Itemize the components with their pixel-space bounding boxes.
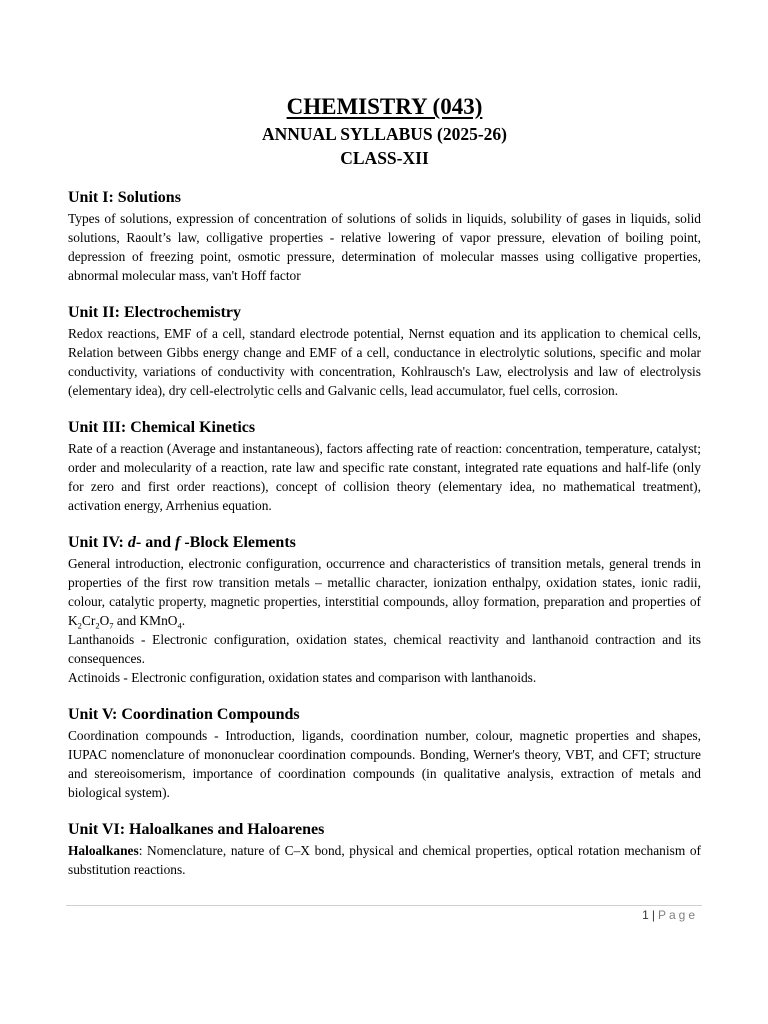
class-label: CLASS-XII (340, 148, 429, 168)
unit-2-title: Unit II: Electrochemistry (68, 304, 241, 321)
unit-2-text: Redox reactions, EMF of a cell, standard electrode potential, Nernst equation and its application to chemical cells, Relation between Gibbs energy change and EMF of a cell, conductance in electrolytic solutions, specific and molar conductivity, variations of conductivity with concentration, Kohlrausch's Law, electrolysis and law of electrolysis (elementary idea), dry cell-electrolytic cells and Galvanic cells, lead accumulator, fuel cells, corrosion. (68, 326, 701, 398)
unit-5-text: Coordination compounds - Introduction, ligands, coordination number, colour, magnetic properties and shapes, IUPAC nomenclature of mononuclear coordination compounds. Bonding, Werner's theory, VBT, and CFT; structure and stereoisomerism, importance of coordination compounds (in qualitative analysis, extraction of metals and biological system). (68, 728, 701, 800)
unit-4-section (68, 532, 701, 687)
unit-6-title: Unit VI: Haloalkanes and Haloarenes (68, 821, 325, 838)
unit-3-title: Unit III: Chemical Kinetics (68, 419, 256, 436)
unit-4-lanthanoids-text: Lanthanoids - Electronic configuration, oxidation states, chemical reactivity and lanthanoid contraction and its consequences. (68, 632, 701, 666)
haloalkanes-label: Haloalkanes (68, 843, 139, 858)
unit-6-section (68, 819, 701, 879)
unit-4-actinoids-text: Actinoids - Electronic configuration, oxidation states and comparison with lanthanoids. (68, 670, 537, 685)
dichromate-formula: $K_2Cr_2O_7$ (68, 613, 114, 631)
unit-4-text-end: . (181, 613, 186, 628)
syllabus-page (68, 92, 701, 896)
unit-4-title-suffix: -Block Elements (180, 534, 296, 551)
unit-3-text: Rate of a reaction (Average and instantaneous), factors affecting rate of reaction: concentration, temperature, catalyst; order and molecularity of a reaction, rate law and specific rate constant, integrated rate equations and half-life (only for zero and first order reactions), concept of collision theory (elementary idea, no mathematical treatment), activation energy, Arrhenius equation. (68, 441, 701, 513)
unit-4-text-main: General introduction, electronic configuration, occurrence and characteristics of transition metals, general trends in properties of the first row transition metals – metallic character, ionization enthalpy, oxidation states, ionic radii, colour, catalytic property, magnetic properties, interstitial compounds, alloy formation, preparation and properties of (68, 556, 701, 609)
permanganate-formula: KMnO$_4$ (139, 613, 182, 631)
document-subtitle: ANNUAL SYLLABUS (2025-26) (261, 124, 508, 144)
unit-2-section (68, 302, 701, 400)
unit-1-section (68, 187, 701, 285)
footer-divider (66, 905, 702, 906)
unit-4-title-mid: - and (135, 534, 175, 551)
page-number: 1 (642, 908, 649, 922)
document-title: CHEMISTRY (043) (286, 94, 483, 119)
page-footer (642, 907, 698, 923)
unit-6-text-body: : Nomenclature, nature of C–X bond, physical and chemical properties, optical rotation mechanism of substitution reactions. (68, 843, 701, 877)
unit-6-text (68, 841, 701, 879)
unit-4-title-prefix: Unit IV: (68, 534, 128, 551)
unit-1-title: Unit I: Solutions (68, 189, 181, 206)
unit-4-text-and: and (113, 613, 140, 628)
unit-5-section (68, 704, 701, 802)
unit-4-title-d: d (127, 534, 136, 551)
unit-5-title: Unit V: Coordination Compounds (68, 706, 300, 723)
unit-4-text (68, 554, 701, 630)
page-label: Page (657, 908, 698, 922)
unit-1-text: Types of solutions, expression of concentration of solutions of solids in liquids, solubility of gases in liquids, solid solutions, Raoult’s law, colligative properties - relative lowering of vapor pressure, elevation of boiling point, depression of freezing point, osmotic pressure, determination of molecular masses using colligative properties, abnormal molecular mass, van't Hoff factor (68, 211, 701, 283)
unit-3-section (68, 417, 701, 515)
unit-4-title-f: f (175, 534, 181, 551)
footer-separator: | (651, 908, 655, 922)
unit-4-title (68, 532, 701, 553)
